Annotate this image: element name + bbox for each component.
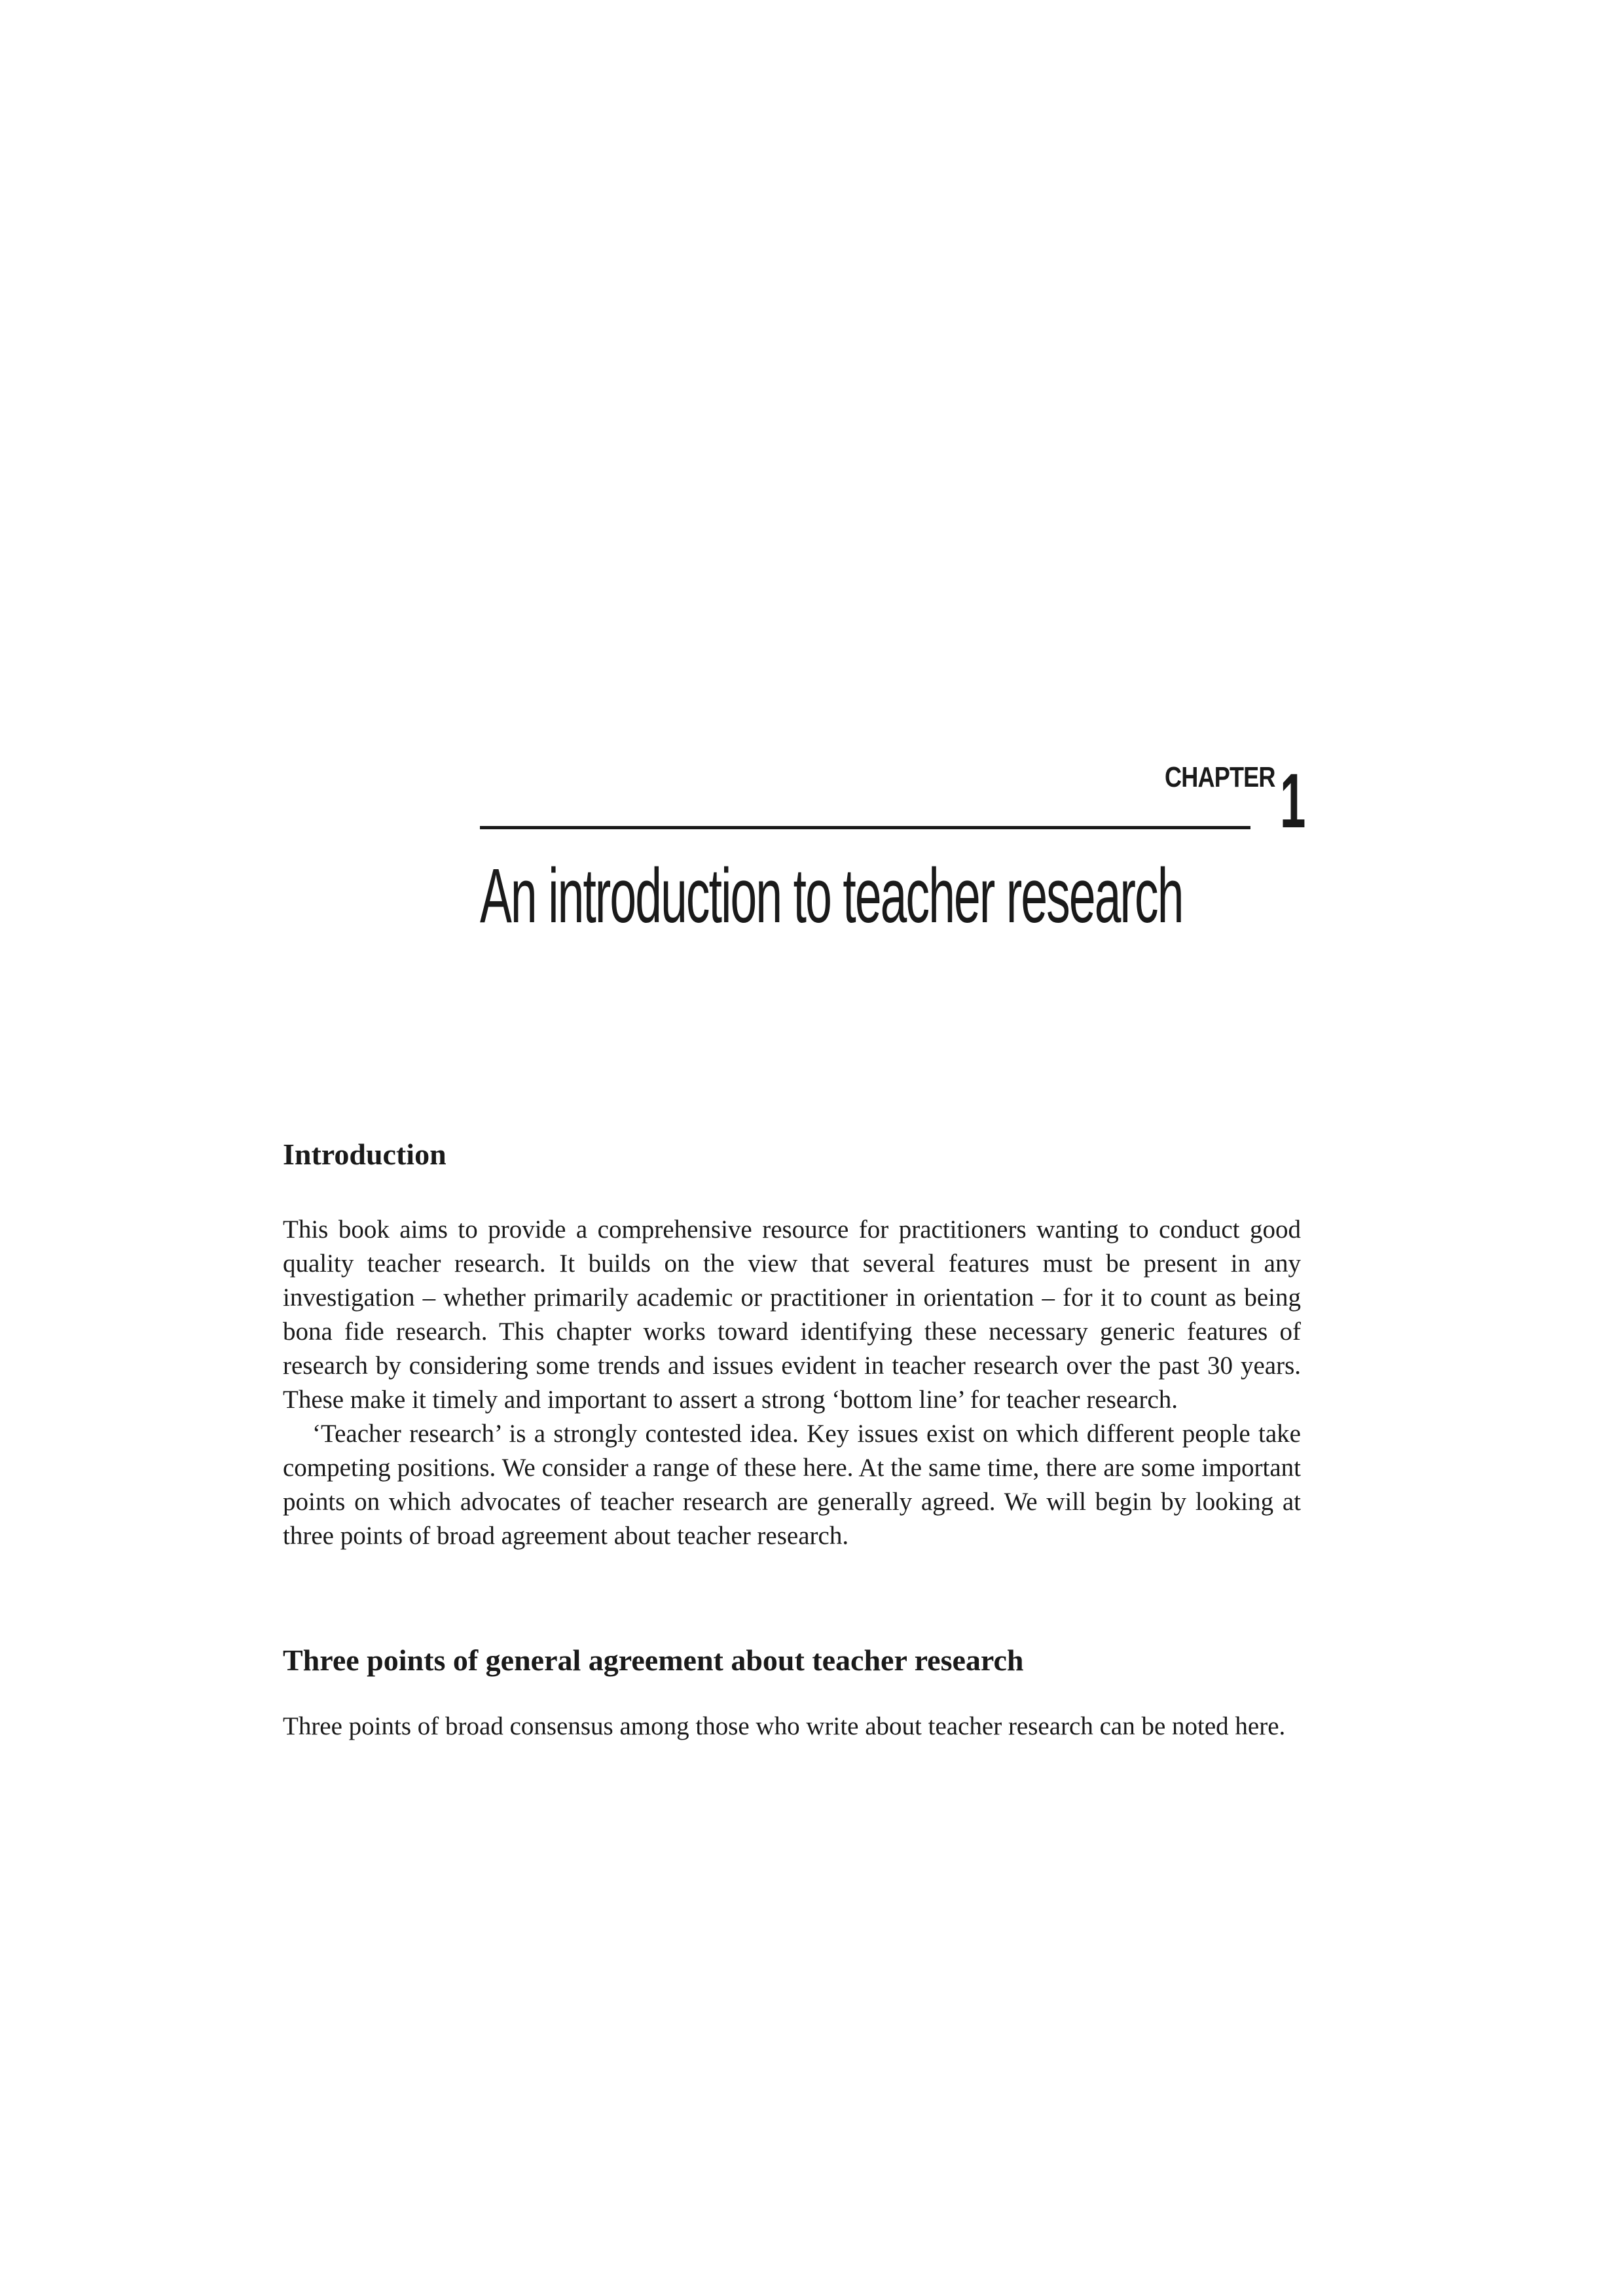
paragraph: This book aims to provide a comprehensive resource for practitioners wanting to conduct good quality teacher research. It builds on the view that several features must be present in any investigation – whether primarily academic or practitioner in orientation – for it to count as being bona fide research. This chapter works toward identifying these necessary generic features of research by considering some trends and issues evident in teacher research over the past 30 years. These make it timely and important to assert a strong ‘bottom line’ for teacher research.: [283, 1215, 1301, 1414]
body-content: [283, 1126, 1301, 1744]
paragraph: ‘Teacher research’ is a strongly contested idea. Key issues exist on which different people take competing positions. We consider a range of these here. At the same time, there are some important points on which advocates of teacher research are generally agreed. We will begin by looking at three points of broad agreement about teacher research.: [283, 1420, 1301, 1551]
chapter-number: 1: [1280, 758, 1306, 844]
paragraph: Three points of broad consensus among those who write about teacher research can be noted here.: [283, 1712, 1286, 1741]
chapter-title: An introduction to teacher research: [480, 853, 1183, 939]
chapter-label: CHAPTER: [1165, 761, 1275, 793]
chapter-rule: [480, 826, 1250, 829]
section-heading-three-points: Three points of general agreement about teacher research: [283, 1643, 1024, 1677]
section-heading-introduction: Introduction: [283, 1138, 447, 1171]
